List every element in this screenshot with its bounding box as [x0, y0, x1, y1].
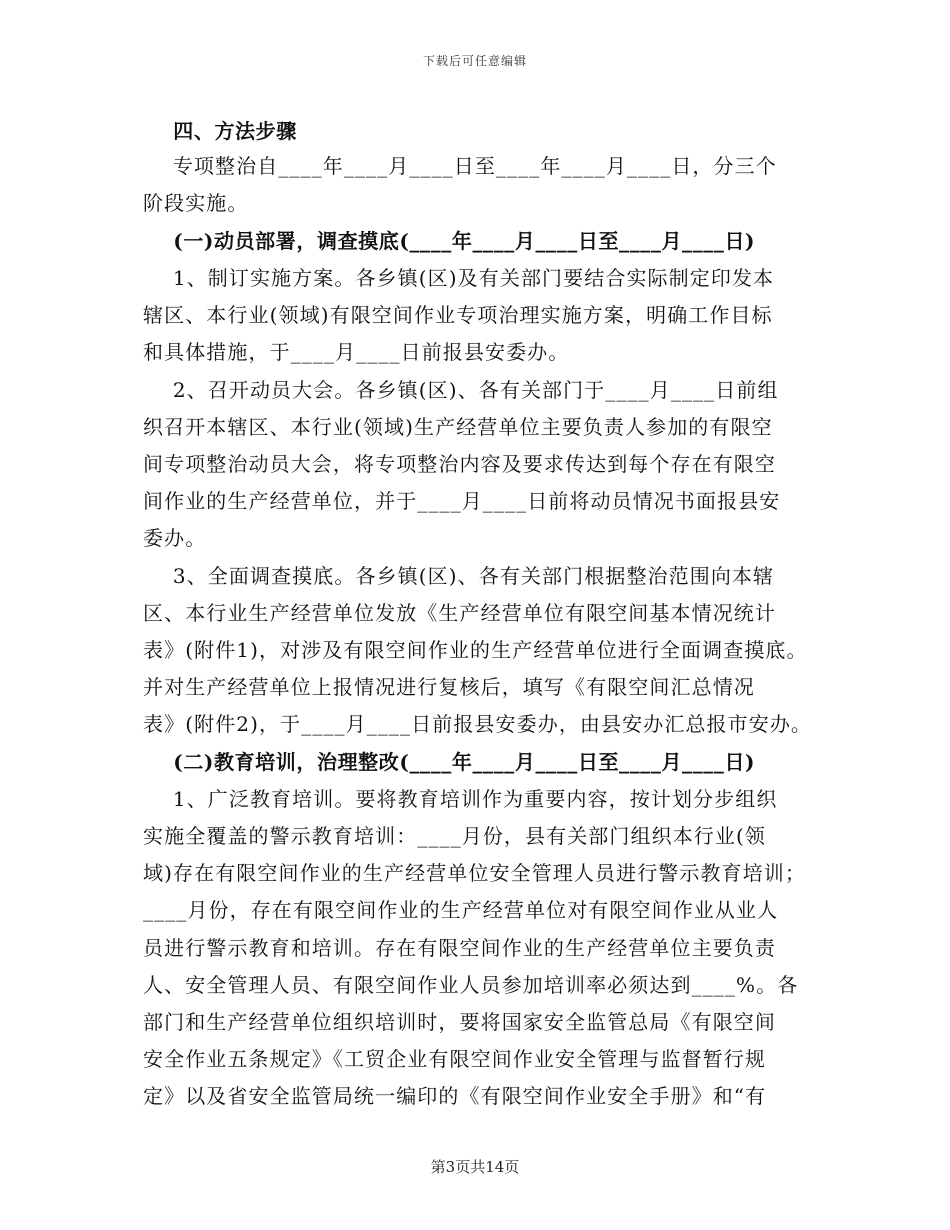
paragraph-line: 阶段实施。 — [143, 191, 249, 215]
paragraph-line: 部门和生产经营单位组织培训时，要将国家安全监管总局《有限空间 — [143, 1010, 776, 1034]
subsection-heading: (二)教育培训，治理整改(____年____月____日至____月____日) — [143, 750, 756, 774]
paragraph-line: 实施全覆盖的警示教育培训：____月份，县有关部门组织本行业(领 — [143, 824, 767, 848]
paragraph-line: 1、制订实施方案。各乡镇(区)及有关部门要结合实际制定印发本 — [143, 266, 775, 290]
subsection-heading: (一)动员部署，调查摸底(____年____月____日至____月____日) — [143, 229, 756, 253]
paragraph-line: 1、广泛教育培训。要将教育培训作为重要内容，按计划分步组织 — [143, 787, 778, 811]
paragraph-line: 2、召开动员大会。各乡镇(区)、各有关部门于____月____日前组 — [143, 378, 779, 402]
paragraph-line: 表》(附件1)，对涉及有限空间作业的生产经营单位进行全面调查摸底。 — [143, 638, 808, 662]
paragraph-line: 专项整治自____年____月____日至____年____月____日，分三个 — [143, 154, 777, 178]
paragraph-line: 表》(附件2)，于____月____日前报县安委办，由县安办汇总报市安办。 — [143, 712, 813, 736]
paragraph-line: 定》以及省安全监管局统一编印的《有限空间作业安全手册》和“有 — [143, 1084, 767, 1108]
paragraph-line: 域)存在有限空间作业的生产经营单位安全管理人员进行警示教育培训； — [143, 861, 807, 885]
paragraph-line: 区、本行业生产经营单位发放《生产经营单位有限空间基本情况统计 — [143, 601, 776, 625]
page-header: 下载后可任意编辑 — [422, 54, 527, 68]
paragraph-line: 人、安全管理人员、有限空间作业人员参加培训率必须达到____%。各 — [143, 973, 799, 997]
paragraph-line: 间作业的生产经营单位，并于____月____日前将动员情况书面报县安 — [143, 489, 781, 513]
paragraph-line: 员进行警示教育和培训。存在有限空间作业的生产经营单位主要负责 — [143, 936, 776, 960]
paragraph-line: 辖区、本行业(领域)有限空间作业专项治理实施方案，明确工作目标 — [143, 303, 773, 327]
page-number: 第3页共14页 — [430, 1158, 520, 1176]
paragraph-line: 织召开本辖区、本行业(领域)生产经营单位主要负责人参加的有限空 — [143, 415, 773, 439]
paragraph-line: ____月份，存在有限空间作业的生产经营单位对有限空间作业从业人 — [143, 898, 779, 922]
paragraph-line: 并对生产经营单位上报情况进行复核后，填写《有限空间汇总情况 — [143, 675, 755, 699]
paragraph-line: 委办。 — [143, 526, 207, 550]
section-heading: 四、方法步骤 — [143, 119, 297, 143]
paragraph-line: 间专项整治动员大会，将专项整治内容及要求传达到每个存在有限空 — [143, 452, 776, 476]
paragraph-line: 和具体措施，于____月____日前报县安委办。 — [143, 340, 570, 364]
paragraph-line: 3、全面调查摸底。各乡镇(区)、各有关部门根据整治范围向本辖 — [143, 564, 775, 588]
paragraph-line: 安全作业五条规定》《工贸企业有限空间作业安全管理与监督暂行规 — [143, 1047, 766, 1071]
